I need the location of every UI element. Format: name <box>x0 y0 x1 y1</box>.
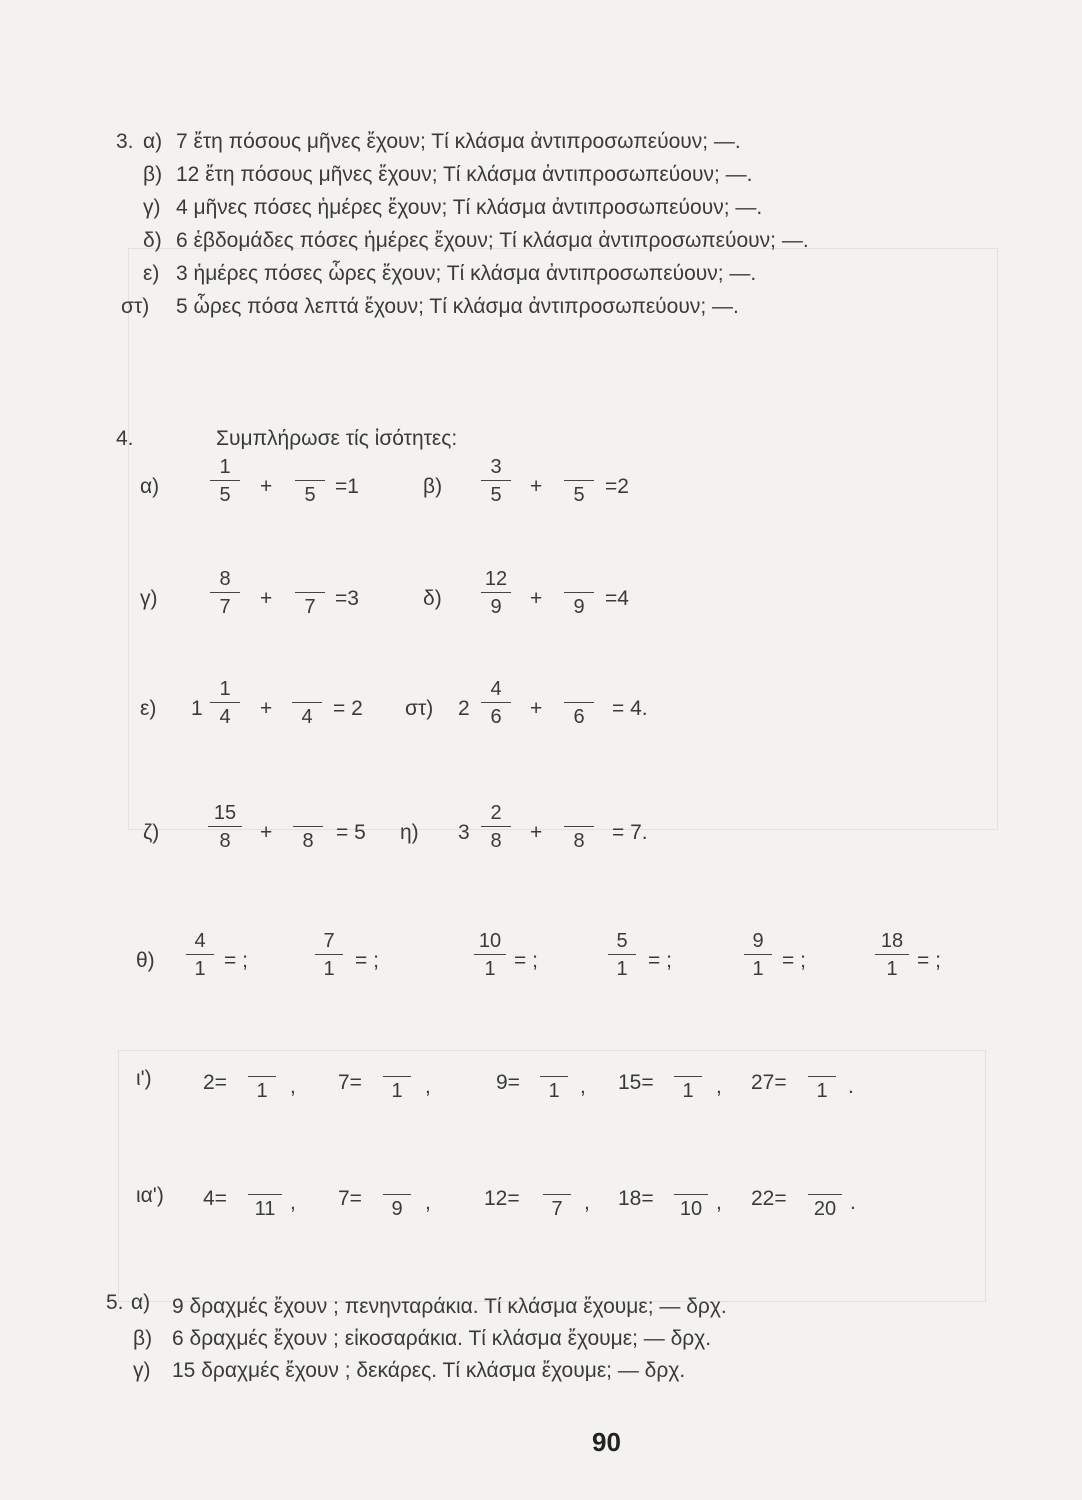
fraction-blank[interactable] <box>808 1170 842 1220</box>
fraction-bar <box>210 480 240 481</box>
fraction-bar <box>210 702 240 703</box>
denominator: 9 <box>573 596 585 618</box>
fraction-bar <box>481 826 511 827</box>
question-text: 5 ὧρες πόσα λεπτά ἔχουν; Τί κλάσμα ἀντιπροσωπεύουν; —. <box>176 295 739 318</box>
exercise-number: 4. <box>116 427 134 450</box>
numerator: 18 <box>880 930 904 952</box>
question-text: 6 ἑβδομάδες πόσες ἡμέρες ἔχουν; Τί κλάσμα ἀντιπροσωπεύουν; —. <box>176 229 809 252</box>
item-label: α) <box>131 1291 151 1314</box>
lhs-number: 2= <box>203 1071 227 1094</box>
fraction <box>481 456 511 506</box>
numerator: 2 <box>490 802 502 824</box>
numerator: 1 <box>219 456 231 478</box>
answer-blank: = ; <box>648 949 672 972</box>
item-label: ε) <box>140 697 157 720</box>
numerator: 15 <box>213 802 237 824</box>
question-text: 12 ἔτη πόσους μῆνες ἔχουν; Τί κλάσμα ἀντιπροσωπεύουν; —. <box>176 163 753 186</box>
lhs-number: 18= <box>618 1187 654 1210</box>
lhs-number: 22= <box>751 1187 787 1210</box>
fraction-bar <box>474 954 506 955</box>
answer-blank: = ; <box>224 949 248 972</box>
fraction-bar <box>481 702 511 703</box>
item-label: ε) <box>143 262 160 285</box>
denominator: 1 <box>548 1080 560 1102</box>
whole-number: 1 <box>191 697 203 720</box>
whole-number: 3 <box>458 821 470 844</box>
numerator-blank[interactable] <box>295 456 325 478</box>
denominator: 11 <box>254 1198 276 1220</box>
separator: , <box>290 1075 296 1098</box>
fraction-bar <box>564 702 594 703</box>
item-label: β) <box>423 475 443 498</box>
separator: , <box>716 1191 722 1214</box>
denominator: 1 <box>886 958 898 980</box>
fraction-bar <box>315 954 343 955</box>
item-label: α) <box>140 475 160 498</box>
plus-sign: + <box>530 587 543 610</box>
numerator-blank[interactable] <box>564 568 594 590</box>
fraction <box>315 930 343 980</box>
fraction-bar <box>248 1076 276 1077</box>
denominator: 9 <box>490 596 502 618</box>
fraction-bar <box>564 592 594 593</box>
fraction <box>875 930 909 980</box>
item-label: ι') <box>136 1067 152 1090</box>
item-label: β) <box>133 1327 153 1350</box>
fraction-bar <box>674 1076 702 1077</box>
page-number: 90 <box>592 1427 621 1457</box>
lhs-number: 9= <box>496 1071 520 1094</box>
fraction-bar <box>808 1076 836 1077</box>
equation-rhs: = 2 <box>333 697 363 720</box>
numerator: 1 <box>219 678 231 700</box>
denominator: 1 <box>484 958 496 980</box>
fraction-bar <box>674 1194 708 1195</box>
equation-rhs: = 7. <box>612 821 648 844</box>
exercise-number: 5. <box>106 1291 124 1314</box>
denominator: 7 <box>219 596 231 618</box>
numerator-blank[interactable] <box>292 678 322 700</box>
fraction-blank[interactable] <box>674 1170 708 1220</box>
numerator-blank[interactable] <box>808 1170 842 1192</box>
numerator: 10 <box>478 930 502 952</box>
denominator: 8 <box>219 830 231 852</box>
item-label: α) <box>143 130 163 153</box>
fraction <box>210 456 240 506</box>
equation-rhs: =3 <box>335 587 359 610</box>
item-label: γ) <box>133 1359 151 1382</box>
fraction-bar <box>540 1076 568 1077</box>
fraction-bar <box>295 480 325 481</box>
numerator: 9 <box>752 930 764 952</box>
plus-sign: + <box>260 821 273 844</box>
numerator-blank[interactable] <box>808 1052 836 1074</box>
denominator: 1 <box>752 958 764 980</box>
numerator-blank[interactable] <box>564 802 594 824</box>
question-text: 3 ἡμέρες πόσες ὧρες ἔχουν; Τί κλάσμα ἀντιπροσωπεύουν; —. <box>176 262 757 285</box>
whole-number: 2 <box>458 697 470 720</box>
item-label: γ) <box>143 196 161 219</box>
equation-rhs: =1 <box>335 475 359 498</box>
fraction-bar <box>295 592 325 593</box>
fraction-bar <box>210 592 240 593</box>
item-label: β) <box>143 163 163 186</box>
denominator: 8 <box>302 830 314 852</box>
fraction-blank[interactable] <box>295 568 325 618</box>
separator: , <box>716 1075 722 1098</box>
fraction-bar <box>293 826 323 827</box>
denominator: 5 <box>573 484 585 506</box>
fraction <box>210 568 240 618</box>
fraction-bar <box>564 826 594 827</box>
exercise-number: 3. <box>116 130 134 153</box>
item-label: γ) <box>140 587 158 610</box>
question-text: 6 δραχμές ἔχουν ; εἰκοσαράκια. Τί κλάσμα ἔχουμε; — δρχ. <box>172 1327 712 1350</box>
fraction-blank[interactable] <box>808 1052 836 1102</box>
fraction-bar <box>608 954 636 955</box>
answer-blank: = ; <box>514 949 538 972</box>
fraction-blank[interactable] <box>543 1170 571 1220</box>
separator: , <box>290 1191 296 1214</box>
numerator: 8 <box>219 568 231 590</box>
numerator: 4 <box>194 930 206 952</box>
exercise-heading: Συμπλήρωσε τίς ἰσότητες: <box>216 427 458 450</box>
denominator: 8 <box>490 830 502 852</box>
fraction-blank[interactable] <box>674 1052 702 1102</box>
numerator: 4 <box>490 678 502 700</box>
denominator: 10 <box>679 1198 703 1220</box>
plus-sign: + <box>260 587 273 610</box>
numerator-blank[interactable] <box>674 1170 708 1192</box>
denominator: 9 <box>391 1198 403 1220</box>
fraction <box>481 568 511 618</box>
numerator: 12 <box>484 568 508 590</box>
fraction-blank[interactable] <box>248 1052 276 1102</box>
fraction <box>210 678 240 728</box>
denominator: 7 <box>304 596 316 618</box>
fraction-bar <box>481 592 511 593</box>
fraction-blank[interactable] <box>564 568 594 618</box>
question-text: 4 μῆνες πόσες ἡμέρες ἔχουν; Τί κλάσμα ἀντιπροσωπεύουν; —. <box>176 196 763 219</box>
numerator-blank[interactable] <box>540 1052 568 1074</box>
question-text: 15 δραχμές ἔχουν ; δεκάρες. Τί κλάσμα ἔχουμε; — δρχ. <box>172 1359 686 1382</box>
numerator-blank[interactable] <box>295 568 325 590</box>
item-label: η) <box>400 821 419 844</box>
fraction-bar <box>564 480 594 481</box>
answer-blank: = ; <box>355 949 379 972</box>
numerator-blank[interactable] <box>543 1170 571 1192</box>
fraction-bar <box>744 954 772 955</box>
item-label: στ) <box>121 295 150 318</box>
item-label: ζ) <box>143 821 160 844</box>
fraction-bar <box>875 954 909 955</box>
denominator: 5 <box>490 484 502 506</box>
plus-sign: + <box>260 475 273 498</box>
separator: . <box>848 1075 854 1098</box>
numerator-blank[interactable] <box>674 1052 702 1074</box>
denominator: 1 <box>256 1080 268 1102</box>
denominator: 1 <box>323 958 335 980</box>
numerator-blank[interactable] <box>383 1170 411 1192</box>
denominator: 8 <box>573 830 585 852</box>
fraction <box>608 930 636 980</box>
numerator: 7 <box>323 930 335 952</box>
fraction-blank[interactable] <box>292 678 322 728</box>
denominator: 5 <box>219 484 231 506</box>
denominator: 1 <box>616 958 628 980</box>
plus-sign: + <box>530 475 543 498</box>
answer-blank: = ; <box>917 949 941 972</box>
denominator: 5 <box>304 484 316 506</box>
denominator: 6 <box>490 706 502 728</box>
lhs-number: 27= <box>751 1071 787 1094</box>
fraction-blank[interactable] <box>383 1170 411 1220</box>
fraction <box>481 802 511 852</box>
separator: . <box>850 1191 856 1214</box>
item-label: δ) <box>423 587 442 610</box>
numerator-blank[interactable] <box>564 456 594 478</box>
fraction <box>744 930 772 980</box>
plus-sign: + <box>530 697 543 720</box>
equation-rhs: =4 <box>605 587 629 610</box>
fraction-bar <box>808 1194 842 1195</box>
numerator: 5 <box>616 930 628 952</box>
fraction-bar <box>383 1194 411 1195</box>
separator: , <box>580 1075 586 1098</box>
fraction-bar <box>383 1076 411 1077</box>
fraction-bar <box>208 826 242 827</box>
fraction-blank[interactable] <box>564 456 594 506</box>
plus-sign: + <box>260 697 273 720</box>
fraction-blank[interactable] <box>564 802 594 852</box>
numerator-blank[interactable] <box>293 802 323 824</box>
denominator: 1 <box>194 958 206 980</box>
question-text: 9 δραχμές ἔχουν ; πενηνταράκια. Τί κλάσμα ἔχουμε; — δρχ. <box>172 1295 727 1318</box>
fraction <box>481 678 511 728</box>
fraction <box>186 930 214 980</box>
numerator-blank[interactable] <box>383 1052 411 1074</box>
fraction-blank[interactable] <box>540 1052 568 1102</box>
denominator: 1 <box>391 1080 403 1102</box>
denominator: 20 <box>813 1198 837 1220</box>
question-text: 7 ἔτη πόσους μῆνες ἔχουν; Τί κλάσμα ἀντιπροσωπεύουν; —. <box>176 130 741 153</box>
bleed-through-box <box>128 248 998 830</box>
numerator-blank[interactable] <box>248 1170 282 1192</box>
fraction <box>208 802 242 852</box>
numerator-blank[interactable] <box>564 678 594 700</box>
item-label: στ) <box>405 697 434 720</box>
numerator: 3 <box>490 456 502 478</box>
denominator: 4 <box>219 706 231 728</box>
denominator: 7 <box>551 1198 563 1220</box>
denominator: 1 <box>682 1080 694 1102</box>
lhs-number: 7= <box>338 1187 362 1210</box>
fraction-blank[interactable] <box>295 456 325 506</box>
lhs-number: 4= <box>203 1187 227 1210</box>
item-label: δ) <box>143 229 162 252</box>
fraction-bar <box>292 702 322 703</box>
separator: , <box>425 1191 431 1214</box>
fraction-blank[interactable] <box>564 678 594 728</box>
plus-sign: + <box>530 821 543 844</box>
fraction-blank[interactable] <box>248 1170 282 1220</box>
lhs-number: 15= <box>618 1071 654 1094</box>
item-label: ια') <box>136 1184 164 1207</box>
separator: , <box>425 1075 431 1098</box>
denominator: 1 <box>816 1080 828 1102</box>
fraction-bar <box>248 1194 282 1195</box>
equation-rhs: = 5 <box>336 821 366 844</box>
denominator: 4 <box>301 706 313 728</box>
fraction-blank[interactable] <box>383 1052 411 1102</box>
lhs-number: 7= <box>338 1071 362 1094</box>
answer-blank: = ; <box>782 949 806 972</box>
item-label: θ) <box>136 949 155 972</box>
fraction <box>474 930 506 980</box>
equation-rhs: = 4. <box>612 697 648 720</box>
numerator-blank[interactable] <box>248 1052 276 1074</box>
separator: , <box>584 1191 590 1214</box>
lhs-number: 12= <box>484 1187 520 1210</box>
denominator: 6 <box>573 706 585 728</box>
fraction-bar <box>186 954 214 955</box>
equation-rhs: =2 <box>605 475 629 498</box>
fraction-bar <box>543 1194 571 1195</box>
fraction-blank[interactable] <box>293 802 323 852</box>
fraction-bar <box>481 480 511 481</box>
